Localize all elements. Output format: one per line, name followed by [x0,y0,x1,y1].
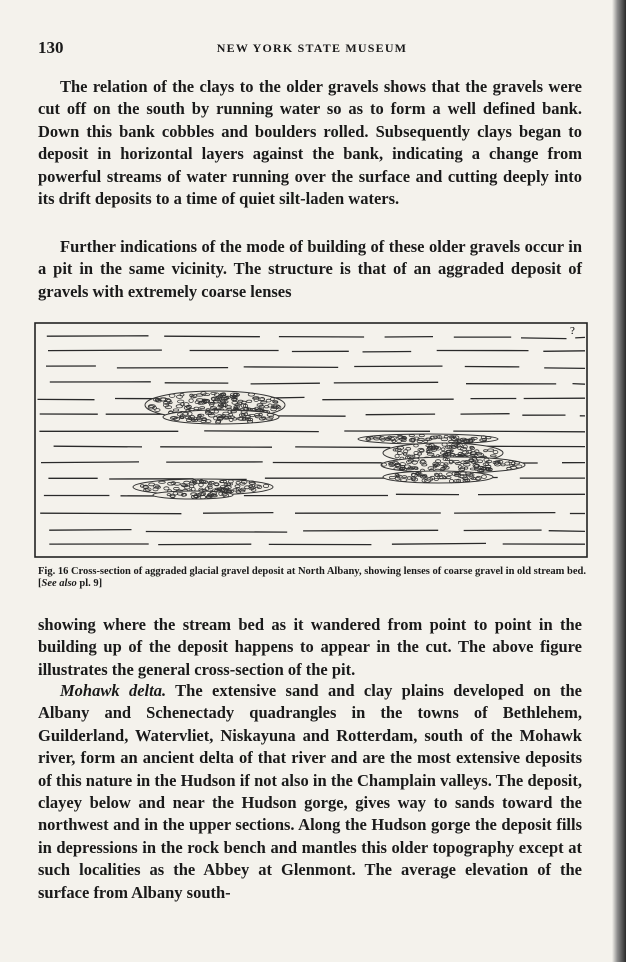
layer-line [40,513,181,514]
layer-line [521,338,567,339]
layer-line [543,351,585,352]
layer-line [203,513,273,514]
layer-line [54,446,142,447]
layer-line [41,462,139,463]
paragraph-clays-gravels [38,76,582,210]
page-binding-edge [612,0,626,962]
layer-line [366,414,436,415]
horizontal-clay-layers [38,336,586,545]
section-heading-mohawk-delta: Mohawk delta. [60,681,167,700]
figure-caption [38,566,586,589]
paragraph-1-text: The relation of the clays to the older gravels shows that the gravels were cut off on the south by running water so as to form a well defined bank. Down this bank cobbles and boulders rolled. Subsequently clays began to deposit in horizontal layers against the bank, indicating a change from powerful streams of water running over the surface and cutting deeply into its drift deposits to a time of quiet silt-laden waters. [38,77,582,209]
caption-ref-open: [ [38,577,42,589]
paragraph-stream-bed [38,614,582,681]
caption-plate-ref: pl. 9] [79,577,103,589]
caption-see-also: See also [41,577,77,589]
paragraph-3-text: showing where the stream bed as it wandered from point to point in the building up of the deposit happens to appear in the cut. The above figure illustrates the general cross-section of the pit. [38,615,582,679]
layer-line [454,513,555,514]
layer-line [251,383,320,384]
layer-line [146,532,287,533]
layer-line [322,399,453,400]
layer-line [453,431,585,432]
paragraph-mohawk-delta [38,680,582,904]
layer-line [49,530,131,531]
layer-line [575,337,585,338]
gravel-cross-section-figure [33,319,589,561]
coarse-gravel-lenses [133,391,525,499]
figure-border [35,323,587,557]
page-number: 130 [38,38,64,57]
cross-section-drawing [33,319,589,561]
running-head: NEW YORK STATE MUSEUM [216,41,408,55]
layer-line [48,350,162,351]
layer-line [573,384,586,385]
figure-corner-mark: ? [570,325,575,337]
layer-line [244,367,339,368]
layer-line [392,543,486,544]
layer-line [334,382,438,383]
layer-line [164,336,260,337]
layer-line [303,530,438,531]
layer-line [544,368,585,369]
paragraph-older-gravels [38,236,582,303]
layer-line [295,447,390,448]
paragraph-4-text: The extensive sand and clay plains developed on the Albany and Schenectady quadrangles in the towns of Bethlehem, Guilderland, Watervliet, Niskayuna and Rotterdam, south of the Mohawk river, form an ancient delta of that river and are the most extensive deposits of this nature in the Hudson if not also in the Champlain valleys. The deposit, clayey below and near the Hudson gorge, gives way to sands toward the northwest and in the upper sections. Along the Hudson gorge the deposit fills in depressions in the rock bench and mantles this older topography except at such localities as the Abbey at Glenmont. The average elevation of the surface from Albany south- [38,681,582,902]
layer-line [204,431,319,432]
layer-line [549,531,585,532]
paragraph-2-text: Further indications of the mode of building of these older gravels occur in a pit in the same vicinity. The structure is that of an aggraded deposit of gravels with extremely coarse lenses [38,237,582,301]
page-header [38,38,586,62]
caption-text: Fig. 16 Cross-section of aggraded glacial gravel deposit at North Albany, showing lenses of coarse gravel in old stream bed. [38,566,586,577]
